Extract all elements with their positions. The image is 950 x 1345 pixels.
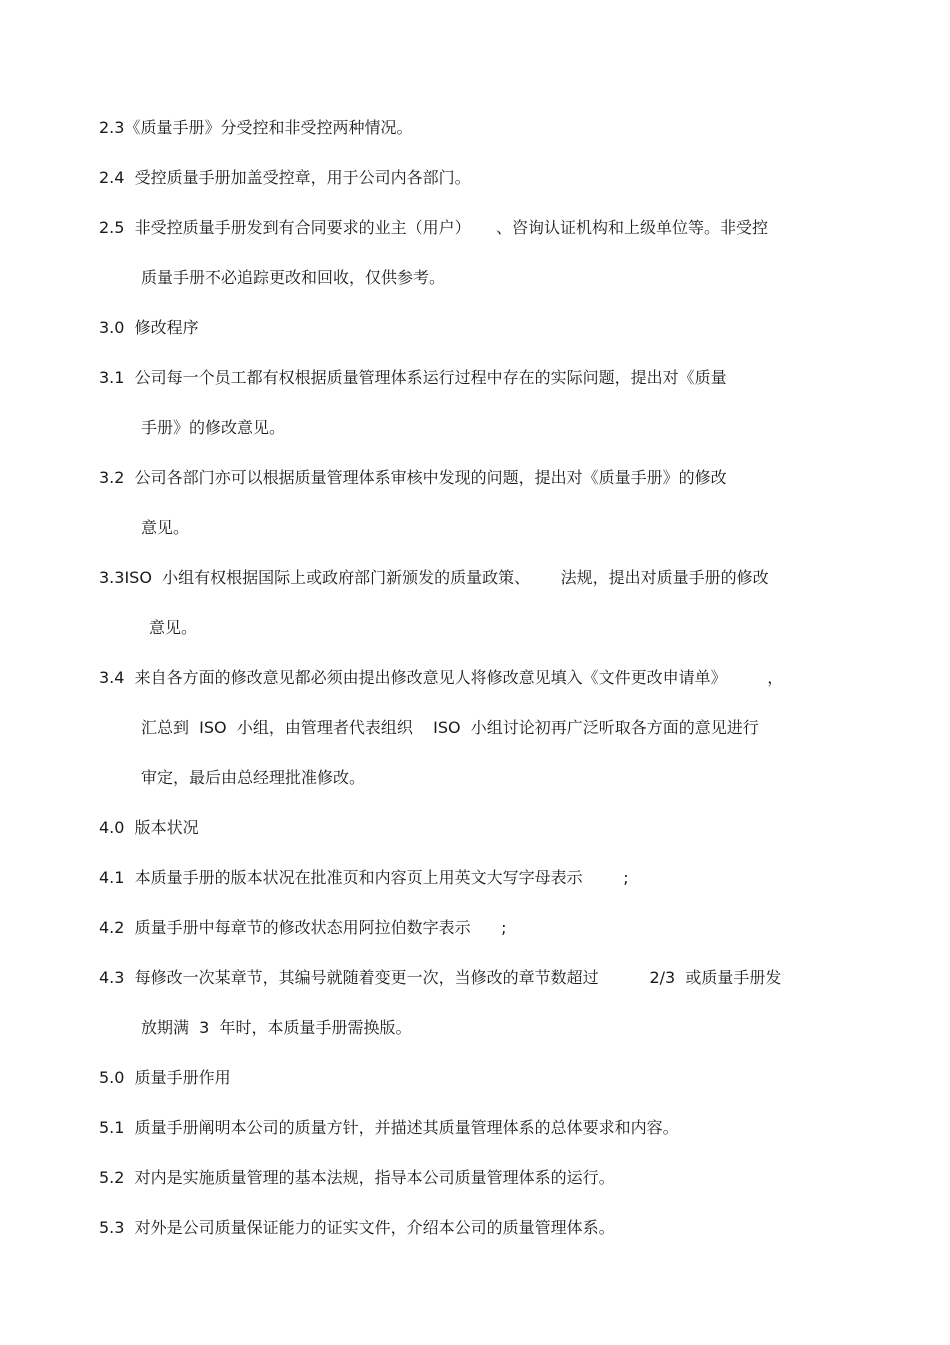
clause-4-2: 4.2 质量手册中每章节的修改状态用阿拉伯数字表示 ;	[99, 918, 507, 937]
clause-2-5-cont: 质量手册不必追踪更改和回收，仅供参考。	[141, 268, 446, 287]
section-3-0-heading: 3.0 修改程序	[99, 318, 199, 337]
clause-3-1: 3.1 公司每一个员工都有权根据质量管理体系运行过程中存在的实际问题，提出对《质量	[99, 368, 727, 387]
clause-3-3-cont: 意见。	[149, 618, 198, 637]
clause-4-3: 4.3 每修改一次某章节，其编号就随着变更一次，当修改的章节数超过 2/3 或质量手册发	[99, 968, 782, 987]
clause-2-5: 2.5 非受控质量手册发到有合同要求的业主（用户） 、咨询认证机构和上级单位等。非受控	[99, 218, 769, 237]
clause-5-1: 5.1 质量手册阐明本公司的质量方针，并描述其质量管理体系的总体要求和内容。	[99, 1118, 679, 1137]
clause-2-3: 2.3《质量手册》分受控和非受控两种情况。	[99, 118, 413, 137]
clause-5-3: 5.3 对外是公司质量保证能力的证实文件，介绍本公司的质量管理体系。	[99, 1218, 615, 1237]
clause-3-4-cont-1: 汇总到 ISO 小组，由管理者代表组织 ISO 小组讨论初再广泛听取各方面的意见进行	[141, 718, 759, 737]
clause-3-4-cont-2: 审定，最后由总经理批准修改。	[141, 768, 366, 787]
clause-3-2: 3.2 公司各部门亦可以根据质量管理体系审核中发现的问题，提出对《质量手册》的修改	[99, 468, 727, 487]
section-5-0-heading: 5.0 质量手册作用	[99, 1068, 231, 1087]
section-4-0-heading: 4.0 版本状况	[99, 818, 199, 837]
clause-3-3: 3.3ISO 小组有权根据国际上或政府部门新颁发的质量政策、 法规，提出对质量手册的修改	[99, 568, 769, 587]
clause-4-1: 4.1 本质量手册的版本状况在批准页和内容页上用英文大写字母表示 ;	[99, 868, 629, 887]
clause-3-1-cont: 手册》的修改意见。	[141, 418, 286, 437]
clause-2-4: 2.4 受控质量手册加盖受控章，用于公司内各部门。	[99, 168, 471, 187]
clause-3-2-cont: 意见。	[141, 518, 190, 537]
clause-4-3-cont: 放期满 3 年时，本质量手册需换版。	[141, 1018, 412, 1037]
clause-5-2: 5.2 对内是实施质量管理的基本法规，指导本公司质量管理体系的运行。	[99, 1168, 615, 1187]
clause-3-4: 3.4 来自各方面的修改意见都必须由提出修改意见人将修改意见填入《文件更改申请单》 ，	[99, 668, 784, 687]
